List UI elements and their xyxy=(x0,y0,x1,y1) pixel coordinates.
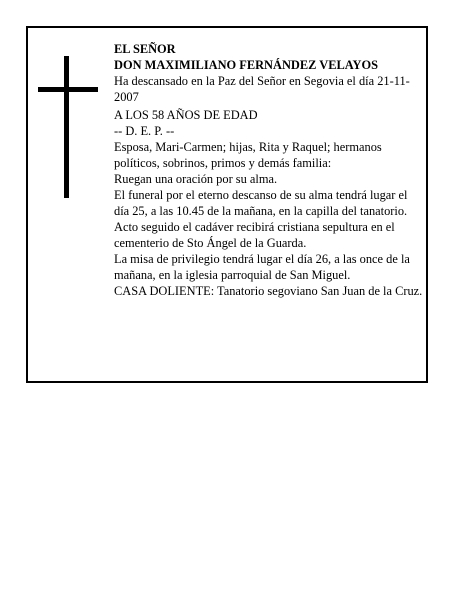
house-line: CASA DOLIENTE: Tanatorio segoviano San Juan de la Cruz. xyxy=(114,284,423,298)
notice-text-block xyxy=(114,41,424,299)
dep-line: -- D. E. P. -- xyxy=(114,124,175,138)
age-line: A LOS 58 AÑOS DE EDAD xyxy=(114,108,258,122)
obituary-notice xyxy=(26,26,428,383)
family-line: Esposa, Mari-Carmen; hijas, Rita y Raquel; hermanos políticos, sobrinos, primos y demás familia: xyxy=(114,140,382,170)
mass-line: La misa de privilegio tendrá lugar el día 26, a las once de la mañana, en la iglesia parroquial de San Miguel. xyxy=(114,252,410,282)
cross-icon xyxy=(38,56,98,198)
prayer-line: Ruegan una oración por su alma. xyxy=(114,172,278,186)
deceased-name: DON MAXIMILIANO FERNÁNDEZ VELAYOS xyxy=(114,58,379,72)
cross-horizontal-bar xyxy=(38,87,98,92)
cross-vertical-bar xyxy=(64,56,69,198)
funeral-line: El funeral por el eterno descanso de su alma tendrá lugar el día 25, a las 10.45 de la mañana, en la capilla del tanatorio. Acto seguido el cadáver recibirá cristiana sepultura en el cementerio de Sto Ángel de la Guarda. xyxy=(114,188,408,250)
rest-announcement: Ha descansado en la Paz del Señor en Segovia el día 21-11-2007 xyxy=(114,74,410,104)
notice-title-line-1: EL SEÑOR xyxy=(114,42,176,56)
